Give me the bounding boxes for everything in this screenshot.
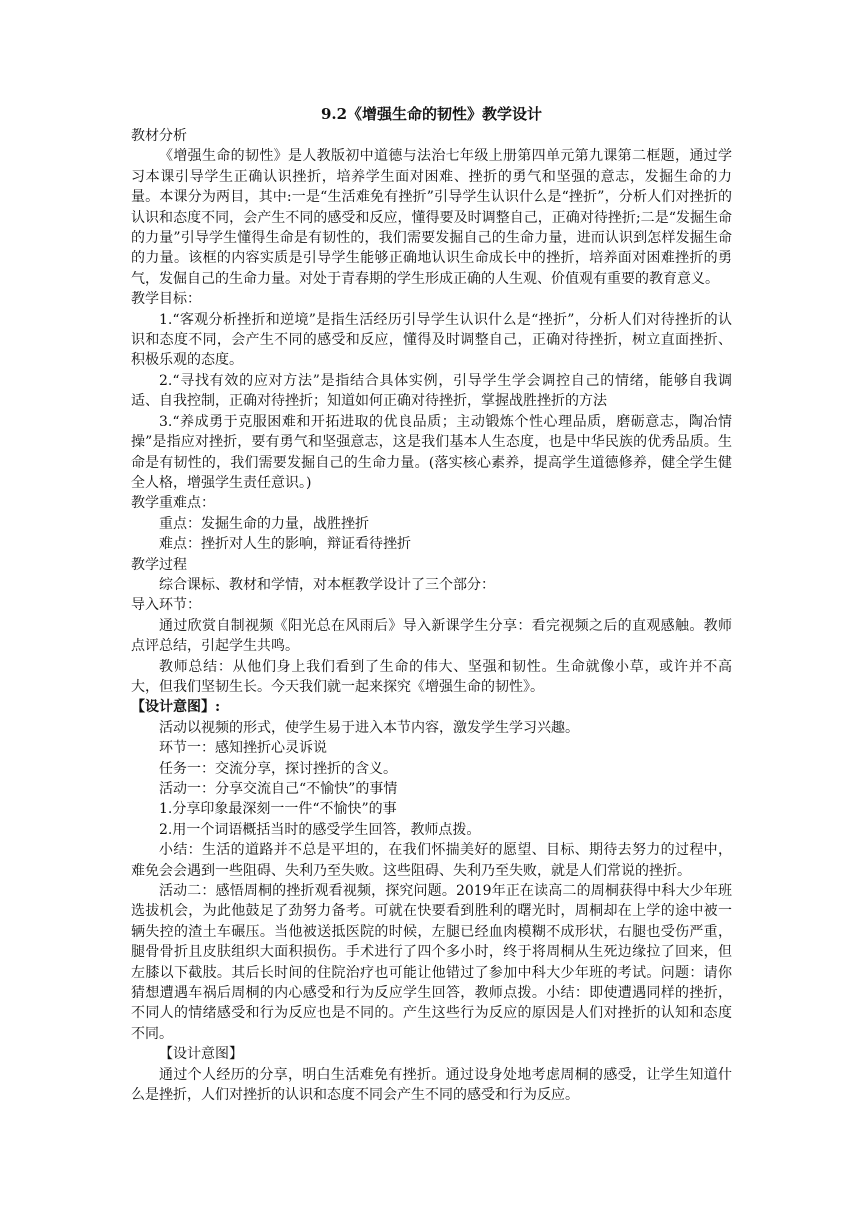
body-paragraph: 活动以视频的形式，使学生易于进入本节内容，激发学生学习兴趣。 (159, 719, 579, 736)
design-intent-heading: 【设计意图】: (131, 699, 221, 716)
document-title: 9.2《增强生命的韧性》教学设计 (320, 105, 543, 123)
body-paragraph: 综合课标、教材和学情，对本框教学设计了三个部分： (159, 576, 495, 593)
section-heading: 教学重难点： (131, 495, 215, 512)
body-paragraph: 环节一：感知挫折心灵诉说 (159, 740, 327, 757)
design-intent-heading: 【设计意图】 (159, 1046, 243, 1063)
section-heading: 导入环节： (131, 597, 201, 614)
body-paragraph: 2.用一个词语概括当时的感受学生回答，教师点拨。 (159, 821, 481, 838)
body-paragraph: 小结：生活的道路并不总是平坦的，在我们怀揣美好的愿望、目标、期待去努力的过程中，难免会会遇到一些阻碍、失利乃至失败。这些阻碍、失利乃至失败，就是人们常说的挫折。 (131, 842, 732, 879)
body-paragraph: 任务一：交流分享，探讨挫折的含义。 (159, 760, 397, 777)
body-paragraph: 1.“客观分析挫折和逆境”是指生活经历引导学生认识什么是“挫折”，分析人们对待挫折的认识和态度不同，会产生不同的感受和反应，懂得及时调整自己，正确对待挫折，树立直面挫折、积极乐观的态度。 (131, 311, 732, 369)
body-paragraph: 教师总结：从他们身上我们看到了生命的伟大、坚强和韧性。生命就像小草，或许并不高大，但我们坚韧生长。今天我们就一起来探究《增强生命的韧性》。 (131, 658, 732, 695)
body-paragraph: 通过欣赏自制视频《阳光总在风雨后》导入新课学生分享：看完视频之后的直观感触。教师点评总结，引起学生共鸣。 (131, 617, 732, 655)
section-heading: 教学目标： (131, 291, 201, 308)
document-body (131, 126, 732, 1106)
body-paragraph: 难点：挫折对人生的影响，辩证看待挫折 (159, 536, 411, 553)
body-paragraph: 《增强生命的韧性》是人教版初中道德与法治七年级上册第四单元第九课第二框题，通过学习本课引导学生正确认识挫折，培养学生面对困难、挫折的勇气和坚强的意志，发掘生命的力量。本课分为两目，其中:一是“生活难免有挫折”引导学生认识什么是“挫折”，分析人们对挫折的认识和态度不同，会产生不同的感受和反应，懂得要及时调整自己，正确对待挫折;二是“发掘生命的力量”引导学生懂得生命是有韧性的，我们需要发掘自己的生命力量，进而认识到怎样发掘生命的力量。该框的内容实质是引导学生能够正确地认识生命成长中的挫折，培养面对困难挫折的勇气，发倔自己的生命力量。对处于青春期的学生形成正确的人生观、价值观有重要的教育意义。 (131, 148, 732, 287)
section-heading: 教学过程 (131, 556, 187, 573)
body-paragraph: 活动二：感悟周桐的挫折观看视频，探究问题。2019年正在读高二的周桐获得中科大少年班选拔机会，为此他鼓足了劲努力备考。可就在快要看到胜利的曙光时，周桐却在上学的途中被一辆失控的渣土车碾压。当他被送抵医院的时候，左腿已经血肉模糊不成形状，右腿也受伤严重，腿骨骨折且皮肤组织大面积损伤。手术进行了四个多小时，终于将周桐从生死边缘拉了回来，但左膝以下截肢。其后长时间的住院治疗也可能让他错过了参加中科大少年班的考试。问题：请你猜想遭遇车祸后周桐的内心感受和行为反应学生回答，教师点拨。小结：即使遭遇同样的挫折，不同人的情绪感受和行为反应也是不同的。产生这些行为反应的原因是人们对挫折的认知和态度不同。 (131, 883, 732, 1042)
body-paragraph: 通过个人经历的分享，明白生活难免有挫折。通过设身处地考虑周桐的感受，让学生知道什么是挫折，人们对挫折的认识和态度不同会产生不同的感受和行为反应。 (131, 1066, 732, 1104)
body-paragraph: 重点：发掘生命的力量，战胜挫折 (159, 515, 369, 532)
body-paragraph: 2.“寻找有效的应对方法”是指结合具体实例，引导学生学会调控自己的情绪，能够自我调适、自我控制，正确对待挫折；知道如何正确对待挫折，掌握战胜挫折的方法 (131, 372, 732, 410)
body-paragraph: 1.分享印象最深刻一一件“不愉快”的事 (159, 801, 397, 818)
section-heading: 教材分析 (131, 128, 187, 144)
body-paragraph: 活动一：分享交流自己“不愉快”的事情 (159, 781, 398, 797)
body-paragraph: 3.“养成勇于克服困难和开拓进取的优良品质；主动锻炼个性心理品质，磨砺意志，陶冶情操”是指应对挫折，要有勇气和坚强意志，这是我们基本人生态度，也是中华民族的优秀品质。生命是有韧性的，我们需要发掘自己的生命力量。(落实核心素养，提高学生道德修养，健全学生健全人格，增强学生责任意识。) (131, 413, 732, 491)
